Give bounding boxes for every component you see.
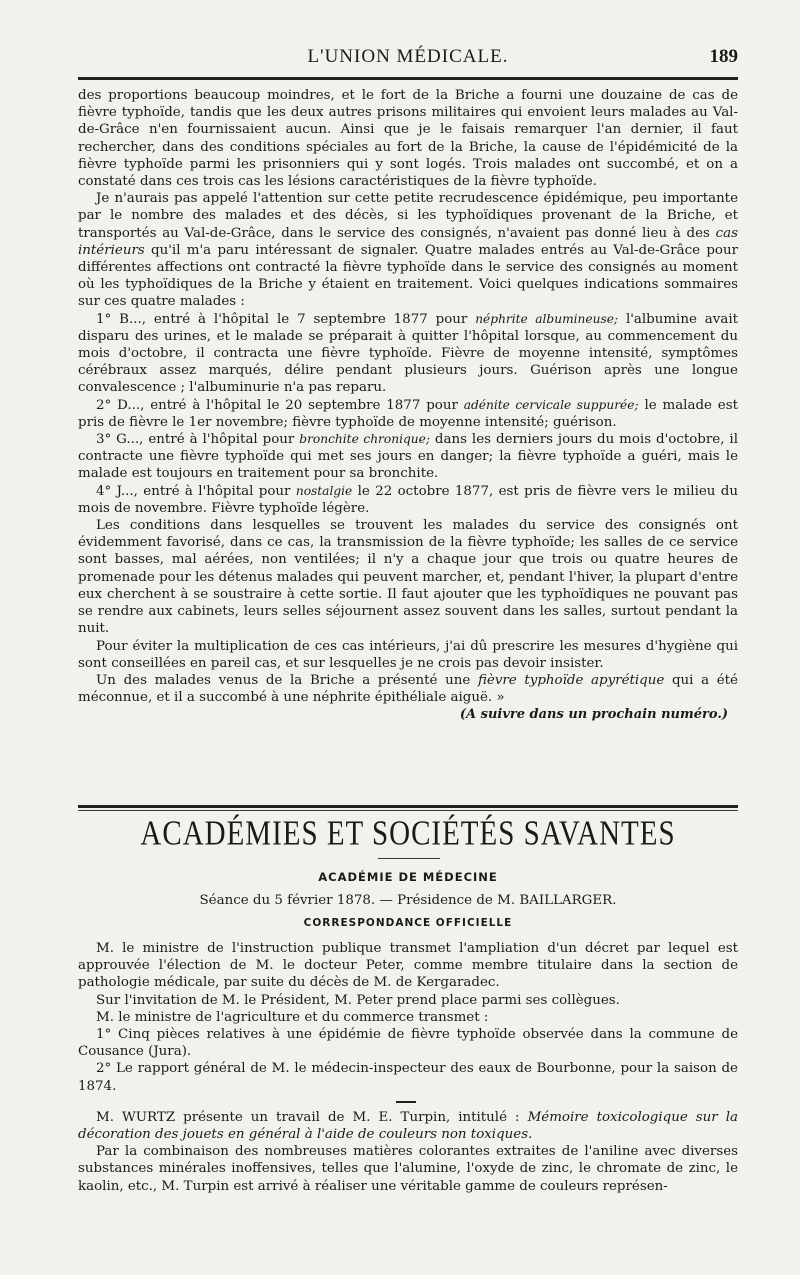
paragraph: Sur l'invitation de M. le Président, M. Peter prend place parmi ses collègues. <box>96 992 620 1008</box>
session-line: Séance du 5 février 1878. — Présidence de M. BAILLARGER. <box>199 893 617 908</box>
continuation-note: (A suivre dans un prochain numéro.) <box>459 707 728 723</box>
case-2: 2° D..., entré à l'hôpital le 20 septembre 1877 pour adénite cervicale suppurée; le malade est pris de fièvre le 1er novembre; fièvre typhoïde de moyenne intensité; guérison. <box>78 397 738 430</box>
case-3: 3° G..., entré à l'hôpital pour bronchite chronique; dans les derniers jours du mois d'octobre, il contracte une fièvre typhoïde qui met ses jours en danger; la fièvre typhoïde a guéri, mais le malade est toujours en traitement pour sa bronchite. <box>78 432 738 482</box>
section-rule <box>78 805 738 808</box>
paragraph: Un des malades venus de la Briche a présenté une fièvre typhoïde apyrétique qui a été méconnue, et il a succombé à une néphrite épithéliale aiguë. » <box>78 672 738 706</box>
page-number: 189 <box>709 46 738 67</box>
paragraph: M. le ministre de l'instruction publique transmet l'ampliation d'un décret par lequel est approuvée l'élection de M. le docteur Peter, comme membre titulaire dans la section de pathologie médicale, par suite du décès de M. de Kergaradec. <box>78 941 738 991</box>
paragraph: des proportions beaucoup moindres, et le fort de la Briche a fourni une douzaine de cas de fièvre typhoïde, tandis que les deux autres prisons militaires qui envoient leurs malades au Val-de-Grâce n'en fournissaient aucun. Ainsi que je le faisais remarquer l'an dernier, il faut rechercher, dans des conditions spéciales au fort de la Briche, la cause de l'épidémicité de la fièvre typhoïde parmi les prisonniers qui y sont logés. Trois malades ont succombé, et on a constaté dans ces trois cas les lésions caractéristiques de la fièvre typhoïde. <box>78 88 738 190</box>
academy-heading: ACADÉMIE DE MÉDECINE <box>318 870 498 884</box>
divider <box>78 1095 738 1109</box>
divider <box>378 858 440 859</box>
correspondence-heading: CORRESPONDANCE OFFICIELLE <box>303 917 513 929</box>
paragraph: 2° Le rapport général de M. le médecin-inspecteur des eaux de Bourbonne, pour la saison de 1874. <box>78 1061 738 1094</box>
paragraph: Les conditions dans lesquelles se trouvent les malades du service des consignés ont évidemment favorisé, dans ce cas, la transmission de la fièvre typhoïde; les salles de ce service sont basses, mal aérées, non ventilées; il n'y a chaque jour que trois ou quatre heures de promenade pour les détenus malades qui peuvent marcher, et, pendant l'hiver, la plupart d'entre eux cherchent à se soustraire à cette sortie. Il faut ajouter que les typhoïdiques ne pouvant pas se rendre aux cabinets, leurs selles séjournent assez souvent dans les salles, surtout pendant la nuit. <box>78 518 738 637</box>
case-4: 4° J..., entré à l'hôpital pour nostalgie le 22 octobre 1877, est pris de fièvre vers le milieu du mois de novembre. Fièvre typhoïde légère. <box>78 483 738 516</box>
header-rule <box>78 77 738 80</box>
paragraph: M. le ministre de l'agriculture et du commerce transmet : <box>96 1009 489 1025</box>
article-continuation <box>78 87 738 723</box>
journal-title: L'UNION MÉDICALE. <box>307 46 509 67</box>
paragraph: Pour éviter la multiplication de ces cas intérieurs, j'ai dû prescrire les mesures d'hygiène qui sont conseillées en pareil cas, et sur lesquelles je ne crois pas devoir insister. <box>78 638 738 671</box>
paragraph: Par la combinaison des nombreuses matières colorantes extraites de l'aniline avec diverses substances minérales inoffensives, telles que l'alumine, l'oxyde de zinc, le chromate de zinc, le kaolin, etc., M. Turpin est arrivé à réaliser une véritable gamme de couleurs représen- <box>78 1144 738 1194</box>
paragraph: M. WURTZ présente un travail de M. E. Turpin, intitulé : Mémoire toxicologique sur la décoration des jouets en général à l'aide de couleurs non toxiques. <box>78 1109 738 1143</box>
running-header <box>78 46 738 72</box>
paragraph: Je n'aurais pas appelé l'attention sur cette petite recrudescence épidémique, peu importante par le nombre des malades et des décès, si les typhoïdiques provenant de la Briche, et transportés au Val-de-Grâce, dans le service des consignés, n'avaient pas donné lieu à des cas intérieurs qu'il m'a paru intéressant de signaler. Quatre malades entrés au Val-de-Grâce pour différentes affections ont contracté la fièvre typhoïde dans le service des consignés au moment où les typhoïdiques de la Briche y étaient en traitement. Voici quelques indications sommaires sur ces quatre malades : <box>78 191 738 310</box>
section-title: ACADÉMIES ET SOCIÉTÉS SAVANTES <box>140 814 676 854</box>
section-rule-thin <box>78 810 738 811</box>
academy-report <box>78 940 738 1195</box>
paragraph: 1° Cinq pièces relatives à une épidémie de fièvre typhoïde observée dans la commune de Cousance (Jura). <box>78 1027 738 1060</box>
case-1: 1° B..., entré à l'hôpital le 7 septembre 1877 pour néphrite albumineuse; l'albumine avait disparu des urines, et le malade se préparait à quitter l'hôpital lorsque, au commencement du mois d'octobre, il contracta une fièvre typhoïde. Fièvre de moyenne intensité, symptômes cérébraux assez marqués, délire pendant plusieurs jours. Guérison après une longue convalescence ; l'albuminurie n'a pas reparu. <box>78 311 738 396</box>
